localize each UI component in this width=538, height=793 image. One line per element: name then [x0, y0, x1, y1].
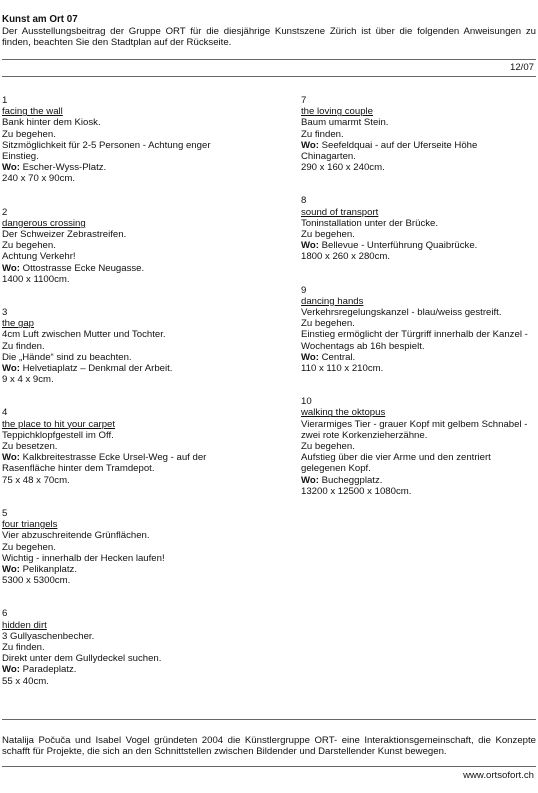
item-line: Die „Hände“ sind zu beachten. [2, 351, 132, 363]
item-line: Wichtig - innerhalb der Hecken laufen! [2, 552, 165, 564]
item-location [301, 240, 533, 251]
location-label: Wo: [2, 262, 20, 274]
item-dimensions: 55 x 40cm. [2, 675, 49, 687]
item-dimensions: 290 x 160 x 240cm. [301, 162, 385, 174]
item-line: Bank hinter dem Kiosk. [2, 117, 101, 129]
item-location [2, 263, 234, 274]
top-divider [2, 59, 536, 60]
location-value: Pelikanplatz. [22, 563, 78, 575]
item-dimensions: 75 x 48 x 70cm. [2, 474, 70, 486]
footer-bottom-divider [2, 766, 536, 767]
location-value: Paradeplatz. [22, 664, 77, 676]
item-dimensions: 110 x 110 x 210cm. [301, 363, 384, 375]
item-number: 2 [2, 206, 8, 218]
item-number: 3 [2, 307, 8, 319]
item-location [2, 162, 234, 173]
location-label: Wo: [2, 363, 20, 375]
item-line: Einstieg ermöglicht der Türgriff innerhalb der Kanzel - Wochentags ab 16h bespielt. [301, 329, 528, 352]
item-line: Verkehrsregelungskanzel - blau/weiss gestreift. [301, 307, 502, 319]
footer-top-divider [2, 719, 536, 720]
item-line: Zu begehen. [301, 441, 355, 453]
item-line: Zu finden. [2, 340, 45, 352]
item-number: 9 [301, 284, 307, 296]
item-line: 4cm Luft zwischen Mutter und Tochter. [2, 329, 166, 341]
item-location [2, 564, 234, 575]
item-line: Zu finden. [301, 128, 344, 140]
item-line: Vier abzuschreitende Grünflächen. [2, 530, 150, 542]
location-value: Bucheggplatz. [321, 474, 383, 486]
item-dimensions: 9 x 4 x 9cm. [2, 374, 54, 386]
location-value: Helvetiaplatz – Denkmal der Arbeit. [22, 363, 173, 375]
instruction-item [301, 285, 533, 375]
item-dimensions: 1800 x 260 x 280cm. [301, 251, 391, 263]
instruction-item [2, 207, 234, 285]
item-number: 4 [2, 407, 8, 419]
header-divider [2, 76, 536, 77]
location-value: Seefeldquai - auf der Uferseite Höhe Chinagarten. [301, 139, 478, 163]
item-location [301, 140, 533, 162]
instruction-item [301, 95, 533, 173]
item-dimensions: 1400 x 1100cm. [2, 273, 70, 285]
item-line: Zu begehen. [2, 541, 56, 553]
location-label: Wo: [301, 351, 319, 363]
item-title: facing the wall [2, 106, 63, 118]
location-label: Wo: [301, 139, 319, 151]
item-title: four triangels [2, 519, 58, 531]
location-label: Wo: [2, 563, 20, 575]
item-title: sound of transport [301, 206, 379, 218]
item-line: Sitzmöglichkeit für 2-5 Personen - Achtung enger Einstieg. [2, 139, 211, 163]
item-location [2, 664, 234, 675]
document-title: Kunst am Ort 07 [2, 14, 78, 25]
location-value: Central. [321, 351, 356, 363]
item-title: walking the oktopus [301, 407, 386, 419]
item-line: Aufstieg über die vier Arme und den zentriert gelegenen Kopf. [301, 452, 491, 475]
item-title: dancing hands [301, 295, 364, 307]
instruction-item [2, 95, 234, 185]
item-number: 7 [301, 95, 307, 106]
item-number: 6 [2, 608, 8, 620]
item-line: Direkt unter dem Gullydeckel suchen. [2, 653, 162, 665]
item-line: Toninstallation unter der Brücke. [301, 217, 439, 229]
right-column [301, 95, 533, 519]
item-line: Zu begehen. [2, 128, 56, 140]
instruction-item [2, 508, 234, 586]
item-line: Baum umarmt Stein. [301, 117, 389, 129]
item-line: 3 Gullyaschenbecher. [2, 630, 95, 642]
location-value: Kalkbreitestrasse Ecke Ursel-Weg - auf der Rasenfläche hinter dem Tramdepot. [2, 452, 207, 475]
instruction-item [301, 396, 533, 497]
item-line: Achtung Verkehr! [2, 251, 76, 263]
item-line: Zu begehen. [2, 240, 56, 252]
location-value: Escher-Wyss-Platz. [22, 162, 107, 174]
instruction-item [301, 195, 533, 262]
left-column [2, 95, 234, 709]
item-title: hidden dirt [2, 619, 47, 631]
item-dimensions: 5300 x 5300cm. [2, 575, 71, 587]
location-label: Wo: [2, 664, 20, 676]
item-line: Vierarmiges Tier - grauer Kopf mit gelbem Schnabel - zwei rote Korkenzieherzähne. [301, 418, 528, 441]
item-line: Zu begehen. [301, 229, 355, 241]
item-location [301, 352, 533, 363]
location-label: Wo: [2, 452, 20, 464]
item-number: 5 [2, 507, 8, 519]
item-dimensions: 240 x 70 x 90cm. [2, 173, 76, 185]
item-title: dangerous crossing [2, 217, 86, 229]
location-value: Bellevue - Unterführung Quaibrücke. [321, 240, 478, 252]
footer-text: Natalija Počuča und Isabel Vogel gründeten 2004 die Künstlergruppe ORT- eine Interaktionsgemeinschaft, die Konzepte schafft für Projekte, die sich an den Schnittstellen zwischen Bildender und Darstellender Kunst bewegen. [2, 735, 536, 758]
item-location [301, 475, 533, 486]
item-number: 8 [301, 195, 307, 207]
item-line: Zu besetzen. [2, 441, 58, 453]
item-line: Zu begehen. [301, 318, 355, 330]
item-number: 10 [301, 396, 312, 408]
item-line: Der Schweizer Zebrastreifen. [2, 229, 127, 241]
item-number: 1 [2, 95, 8, 106]
item-line: Teppichklopfgestell im Off. [2, 429, 114, 441]
instruction-item [2, 407, 234, 485]
intro-text: Der Ausstellungsbeitrag der Gruppe ORT für die diesjährige Kunstszene Zürich ist über die folgenden Anweisungen zu finden, beachten Sie den Stadtplan auf der Rückseite. [2, 26, 536, 49]
item-title: the loving couple [301, 106, 374, 118]
issue-number: 12/07 [509, 62, 534, 73]
instruction-item [2, 608, 234, 686]
item-dimensions: 13200 x 12500 x 1080cm. [301, 485, 412, 497]
location-value: Ottostrasse Ecke Neugasse. [22, 262, 145, 274]
item-title: the place to hit your carpet [2, 418, 116, 430]
website-link[interactable]: www.ortsofort.ch [463, 770, 534, 781]
item-location [2, 452, 234, 474]
item-title: the gap [2, 318, 35, 330]
item-line: Zu finden. [2, 641, 45, 653]
instruction-item [2, 307, 234, 385]
location-label: Wo: [301, 240, 319, 252]
location-label: Wo: [301, 474, 319, 486]
item-location [2, 363, 234, 374]
location-label: Wo: [2, 162, 20, 174]
